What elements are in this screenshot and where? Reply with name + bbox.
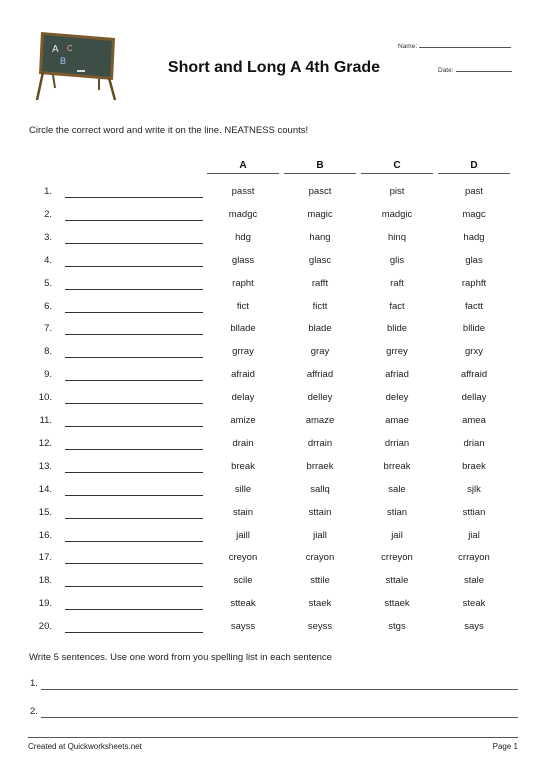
answer-line[interactable] xyxy=(65,357,203,358)
column-rule-c xyxy=(361,173,433,174)
row-number: 13. xyxy=(38,460,52,472)
word-option-c[interactable]: crreyon xyxy=(381,552,413,564)
row-number: 11. xyxy=(39,415,52,426)
word-option-d[interactable]: steak xyxy=(462,598,486,610)
table-row xyxy=(0,317,548,340)
row-number: 3. xyxy=(44,231,52,243)
word-option-a[interactable]: bllade xyxy=(230,323,256,335)
answer-line[interactable] xyxy=(65,609,203,610)
word-option-b[interactable]: glasc xyxy=(308,254,332,266)
name-label: Name: xyxy=(398,43,418,50)
table-row xyxy=(0,272,548,295)
word-option-d[interactable]: raphft xyxy=(461,277,487,289)
word-option-c[interactable]: amae xyxy=(385,415,409,426)
word-option-a[interactable]: creyon xyxy=(228,552,258,564)
row-number: 2. xyxy=(44,208,52,220)
word-option-b[interactable]: seyss xyxy=(307,621,333,633)
table-row xyxy=(0,569,548,592)
word-option-b[interactable]: affriad xyxy=(306,369,334,381)
row-number: 18. xyxy=(38,575,52,587)
word-option-a[interactable]: amize xyxy=(230,415,256,426)
table-row xyxy=(0,386,548,409)
word-option-d[interactable]: factt xyxy=(465,300,483,312)
word-option-a[interactable]: delay xyxy=(231,392,255,404)
table-row xyxy=(0,455,548,478)
word-option-a[interactable]: sille xyxy=(234,483,252,495)
word-option-a[interactable]: stain xyxy=(232,506,254,518)
word-option-b[interactable]: brraek xyxy=(306,460,334,472)
table-row xyxy=(0,226,548,249)
sentence-line-1[interactable] xyxy=(30,678,518,689)
table-row xyxy=(0,363,548,386)
word-option-d[interactable]: grxy xyxy=(465,346,483,358)
row-number: 17. xyxy=(38,552,52,564)
word-option-a[interactable]: afraid xyxy=(231,369,255,381)
answer-line[interactable] xyxy=(65,266,203,267)
sentence-writing-line[interactable] xyxy=(41,717,518,718)
word-option-b[interactable]: hang xyxy=(309,231,331,243)
column-header-b: B xyxy=(316,160,324,171)
table-row xyxy=(0,501,548,524)
word-option-b[interactable]: rafft xyxy=(311,277,329,289)
table-row xyxy=(0,524,548,547)
sentence-line-2[interactable] xyxy=(30,706,518,717)
answer-line[interactable] xyxy=(65,334,203,335)
row-number: 10. xyxy=(38,392,52,404)
write-instructions-text: Write 5 sentences. Use one word from you spelling list in each sentence xyxy=(29,652,332,663)
word-option-c[interactable]: sttaek xyxy=(384,598,410,610)
column-rule-b xyxy=(284,173,356,174)
table-row xyxy=(0,180,548,203)
answer-line[interactable] xyxy=(65,197,203,198)
sentence-number: 2. xyxy=(30,706,38,717)
word-option-d[interactable]: past xyxy=(465,186,483,197)
word-option-b[interactable]: sallq xyxy=(310,483,330,495)
row-number: 1. xyxy=(44,186,52,197)
row-number: 20. xyxy=(38,621,52,633)
sentence-number: 1. xyxy=(30,678,38,689)
table-row xyxy=(0,615,548,638)
word-option-b[interactable]: drrain xyxy=(307,437,333,449)
answer-line[interactable] xyxy=(65,403,203,404)
word-option-c[interactable]: brreak xyxy=(383,460,411,472)
word-option-d[interactable]: jial xyxy=(468,529,480,541)
word-option-c[interactable]: drrian xyxy=(384,437,410,449)
word-option-d[interactable]: bllide xyxy=(462,323,486,335)
word-option-c[interactable]: pist xyxy=(389,186,405,197)
footer-credit: Created at Quickworksheets.net xyxy=(28,742,142,751)
answer-line[interactable] xyxy=(65,426,203,427)
word-option-c[interactable]: fact xyxy=(389,300,405,312)
word-option-b[interactable]: blade xyxy=(308,323,332,335)
word-option-b[interactable]: amaze xyxy=(305,415,335,426)
row-number: 6. xyxy=(44,300,52,312)
word-option-d[interactable]: braek xyxy=(462,460,486,472)
word-option-c[interactable]: stian xyxy=(386,506,408,518)
word-option-d[interactable]: affraid xyxy=(460,369,488,381)
word-option-a[interactable]: passt xyxy=(231,186,255,197)
word-option-c[interactable]: raft xyxy=(390,277,404,289)
word-option-b[interactable]: crayon xyxy=(305,552,335,564)
answer-line[interactable] xyxy=(65,495,203,496)
table-row xyxy=(0,432,548,455)
column-header-d: D xyxy=(470,160,478,171)
answer-line[interactable] xyxy=(65,586,203,587)
word-option-c[interactable]: jail xyxy=(391,529,403,541)
word-option-a[interactable]: scile xyxy=(233,575,253,587)
answer-line[interactable] xyxy=(65,541,203,542)
word-option-a[interactable]: hdg xyxy=(235,231,251,243)
word-option-b[interactable]: delley xyxy=(307,392,333,404)
word-option-a[interactable]: rapht xyxy=(232,277,254,289)
row-number: 8. xyxy=(44,346,52,358)
answer-line[interactable] xyxy=(65,518,203,519)
word-option-c[interactable]: hinq xyxy=(388,231,406,243)
row-number: 14. xyxy=(38,483,52,495)
answer-line[interactable] xyxy=(65,289,203,290)
row-number: 7. xyxy=(44,323,52,335)
word-option-b[interactable]: sttain xyxy=(308,506,332,518)
word-option-d[interactable]: stale xyxy=(463,575,485,587)
row-number: 19. xyxy=(38,598,52,610)
answer-line[interactable] xyxy=(65,449,203,450)
chalk-letter-a: A xyxy=(52,44,59,55)
footer-rule xyxy=(28,737,518,738)
table-row xyxy=(0,546,548,569)
word-option-b[interactable]: sttile xyxy=(310,575,330,587)
row-number: 15. xyxy=(38,506,52,518)
word-option-c[interactable]: glis xyxy=(389,254,405,266)
chalk-letter-c: C xyxy=(67,44,73,53)
table-row xyxy=(0,203,548,226)
answer-line[interactable] xyxy=(65,563,203,564)
word-option-a[interactable]: stteak xyxy=(230,598,256,610)
word-option-a[interactable]: fict xyxy=(236,300,250,312)
word-option-b[interactable]: gray xyxy=(310,346,330,358)
word-option-b[interactable]: pasct xyxy=(308,186,332,197)
table-row xyxy=(0,249,548,272)
answer-line[interactable] xyxy=(65,472,203,473)
word-option-d[interactable]: magc xyxy=(462,208,486,220)
word-option-c[interactable]: deley xyxy=(385,392,409,404)
answer-line[interactable] xyxy=(65,380,203,381)
row-number: 12. xyxy=(38,437,52,449)
word-option-d[interactable]: sttian xyxy=(462,506,486,518)
answer-line[interactable] xyxy=(65,632,203,633)
name-line[interactable] xyxy=(419,41,511,48)
date-label: Date: xyxy=(438,67,454,74)
word-option-d[interactable]: drian xyxy=(463,437,485,449)
column-rule-a xyxy=(207,173,279,174)
word-option-b[interactable]: fictt xyxy=(312,300,328,312)
word-option-c[interactable]: grrey xyxy=(386,346,408,358)
word-option-a[interactable]: grray xyxy=(232,346,254,358)
table-row xyxy=(0,295,548,318)
word-option-a[interactable]: drain xyxy=(232,437,254,449)
row-number: 9. xyxy=(44,369,52,381)
footer-page-number: Page 1 xyxy=(492,742,518,751)
word-option-d[interactable]: crrayon xyxy=(458,552,490,564)
word-option-c[interactable]: madgic xyxy=(381,208,413,220)
word-option-d[interactable]: hadg xyxy=(463,231,485,243)
word-option-c[interactable]: stgs xyxy=(388,621,406,633)
word-option-d[interactable]: sjlk xyxy=(467,483,481,495)
word-option-d[interactable]: says xyxy=(464,621,484,633)
row-number: 16. xyxy=(38,529,52,541)
word-option-c[interactable]: sale xyxy=(388,483,406,495)
name-field xyxy=(398,41,511,50)
word-option-b[interactable]: staek xyxy=(308,598,332,610)
word-option-a[interactable]: glass xyxy=(231,254,255,266)
column-rule-d xyxy=(438,173,510,174)
column-header-c: C xyxy=(393,160,401,171)
chalk-letter-b: B xyxy=(60,56,67,66)
column-header-a: A xyxy=(239,160,247,171)
word-option-d[interactable]: dellay xyxy=(461,392,487,404)
instructions-text: Circle the correct word and write it on the line. NEATNESS counts! xyxy=(29,125,309,136)
word-option-c[interactable]: blide xyxy=(386,323,408,335)
answer-line[interactable] xyxy=(65,220,203,221)
word-option-a[interactable]: madgc xyxy=(228,208,258,220)
word-option-d[interactable]: amea xyxy=(462,415,486,426)
row-number: 5. xyxy=(44,277,52,289)
word-option-c[interactable]: afriad xyxy=(385,369,409,381)
word-option-b[interactable]: magic xyxy=(307,208,333,220)
word-option-a[interactable]: jaill xyxy=(236,529,250,541)
table-row xyxy=(0,478,548,501)
answer-line[interactable] xyxy=(65,312,203,313)
answer-line[interactable] xyxy=(65,243,203,244)
word-option-c[interactable]: sttale xyxy=(385,575,409,587)
table-row xyxy=(0,340,548,363)
word-option-a[interactable]: break xyxy=(231,460,255,472)
word-option-b[interactable]: jiall xyxy=(313,529,327,541)
word-option-a[interactable]: sayss xyxy=(230,621,256,633)
table-row xyxy=(0,409,548,432)
row-number: 4. xyxy=(44,254,52,266)
table-row xyxy=(0,592,548,615)
page-title: Short and Long A 4th Grade xyxy=(167,59,381,76)
word-option-d[interactable]: glas xyxy=(465,254,483,266)
sentence-writing-line[interactable] xyxy=(41,689,518,690)
